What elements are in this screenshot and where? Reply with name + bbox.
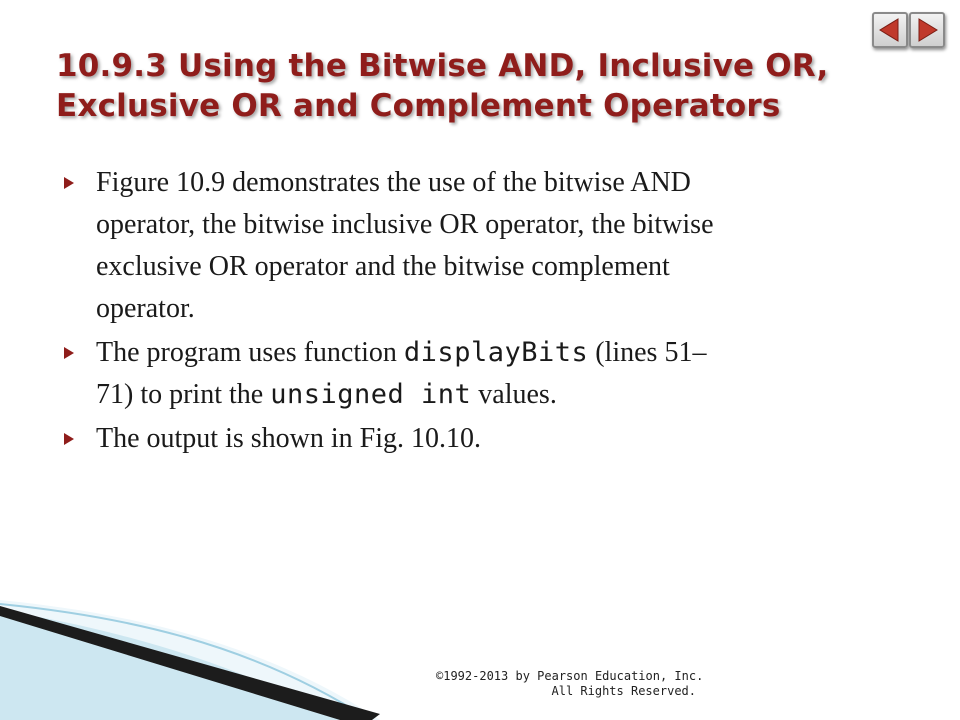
bullet-text-segment: The program uses function (96, 337, 404, 368)
copyright-notice (436, 669, 704, 699)
copyright-line-2: All Rights Reserved. (551, 684, 696, 698)
slide-navigation (868, 12, 948, 52)
triangle-left-icon (874, 14, 906, 46)
bullet-line: The output is shown in Fig. 10.10. (96, 423, 482, 454)
slide-title-line-2: Exclusive OR and Complement Operators (56, 88, 781, 124)
bullet-item (56, 418, 916, 460)
bullet-item (56, 162, 916, 330)
bullet-line (96, 374, 916, 416)
bullet-text-segment: 71) to print the (96, 379, 271, 410)
slide-title-line-1: 10.9.3 Using the Bitwise AND, Inclusive OR, (56, 48, 829, 84)
bullet-line: operator. (96, 293, 195, 324)
triangle-right-icon (911, 14, 943, 46)
next-slide-button[interactable] (909, 12, 945, 48)
copyright-line-1: ©1992-2013 by Pearson Education, Inc. (436, 669, 704, 683)
bullet-list (56, 162, 916, 462)
bullet-text-segment: values. (471, 379, 557, 410)
slide-title (56, 46, 856, 126)
previous-slide-button[interactable] (872, 12, 908, 48)
triangle-bullet-icon (62, 176, 76, 190)
bullet-line: operator, the bitwise inclusive OR operator, the bitwise (96, 209, 714, 240)
code-identifier: displayBits (403, 337, 589, 368)
triangle-bullet-icon (62, 432, 76, 446)
bullet-text-segment: (lines 51– (588, 337, 707, 368)
bullet-line (96, 332, 916, 374)
bullet-item (56, 332, 916, 416)
bullet-line: exclusive OR operator and the bitwise complement (96, 251, 670, 282)
bullet-line: Figure 10.9 demonstrates the use of the bitwise AND (96, 167, 691, 198)
triangle-bullet-icon (62, 346, 76, 360)
code-identifier: unsigned int (270, 379, 472, 410)
